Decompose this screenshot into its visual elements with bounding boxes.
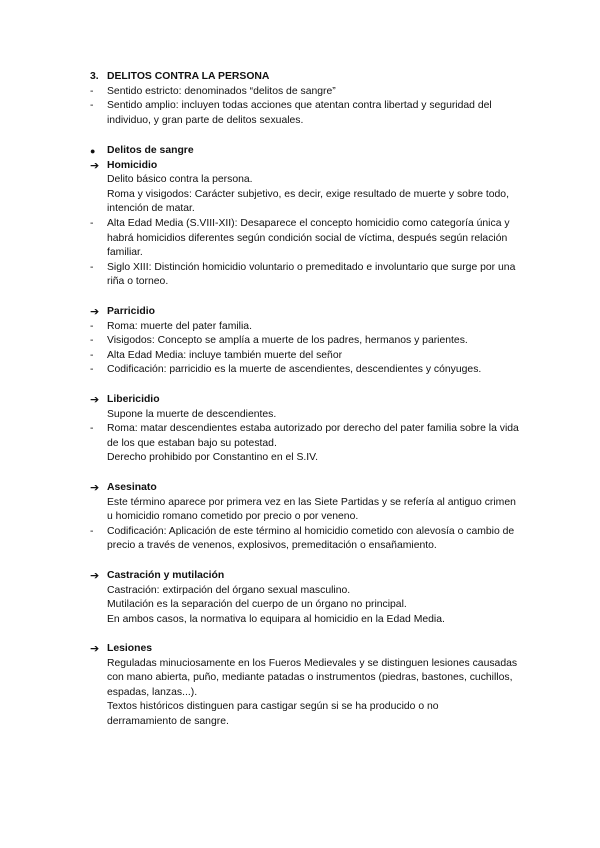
section-number: 3. [90,71,99,82]
section-intro [90,70,530,128]
list-item: - Alta Edad Media (S.VIII-XII): Desaparece el concepto homicidio como categoría única y habrá homicidios diferentes según condición social de víctima, después según relación familiar. [90,217,510,259]
text-line: Mutilación es la separación del cuerpo de un órgano no principal. [107,599,407,611]
topic-heading: ➔ Homicidio [90,159,158,172]
section-title: DELITOS CONTRA LA PERSONA [107,71,270,82]
topic-heading: ➔ Parricidio [90,306,155,318]
castracion-section [90,569,530,627]
text-line: Delito básico contra la persona. [107,174,253,186]
topic-heading: ➔ Libericidio [90,394,160,406]
text-line: Reguladas minuciosamente en los Fueros Medievales y se distinguen lesiones causadas con mano abierta, puño, mediante patadas o instrumentos (piedras, bastones, cuchillos, espadas, lanzas...). [107,657,518,698]
topic-heading: ➔ Asesinato [90,482,157,494]
arrow-icon: ➔ [90,482,100,494]
list-item: - Sentido estricto: denominados “delitos de sangre” [90,85,336,97]
text-line: Derecho prohibido por Constantino en el S.IV. [107,452,319,464]
text-line: En ambos casos, la normativa lo equipara al homicidio en la Edad Media. [107,613,445,625]
list-item: - Roma: muerte del pater familia. [90,320,252,332]
list-item: - Sentido amplio: incluyen todas acciones que atentan contra libertad y seguridad del individuo, y gran parte de delitos sexuales. [90,100,492,126]
arrow-icon: ➔ [90,394,100,406]
text-line: Supone la muerte de descendientes. [107,408,277,420]
list-item: - Codificación: Aplicación de este término al homicidio cometido con alevosía o cambio de precio a través de venenos, explosivos, premeditación o ensañamiento. [90,525,515,552]
lesiones-section [90,642,530,730]
list-item: - Siglo XIII: Distinción homicidio voluntario o premeditado e involuntario que surge por una riña o torneo. [90,261,516,288]
topic-heading: ➔ Castración y mutilación [90,570,225,582]
arrow-icon: ➔ [90,159,100,172]
list-item: - Codificación: parricidio es la muerte de ascendientes, descendientes y cónyuges. [90,364,482,376]
subsection-heading: ● Delitos de sangre [90,144,530,159]
list-item: - Visigodos: Concepto se amplía a muerte de los padres, hermanos y parientes. [90,335,468,347]
text-line: Textos históricos distinguen para castigar según si se ha producido o no derramamiento de sangre. [107,701,439,727]
arrow-icon: ➔ [90,306,100,318]
parricidio-section [90,305,530,378]
topic-heading: ➔ Lesiones [90,643,153,655]
asesinato-section [90,481,530,554]
homicidio-section [90,144,530,290]
bullet-icon: ● [90,146,96,156]
libericidio-section [90,393,530,466]
text-line: Este término aparece por primera vez en las Siete Partidas y se refería al antiguo crimen u homicidio romano cometido por precio o por veneno. [107,496,516,523]
text-line: Roma y visigodos: Carácter subjetivo, es decir, exige resultado de muerte y sobre todo, intención de matar. [107,188,509,215]
arrow-icon: ➔ [90,570,100,582]
arrow-icon: ➔ [90,643,100,655]
list-item: - Roma: matar descendientes estaba autorizado por derecho del pater familia sobre la vida de los que estaban bajo su potestad. [90,423,519,449]
section-heading [90,70,530,85]
list-item: - Alta Edad Media: incluye también muerte del señor [90,349,343,361]
text-line: Castración: extirpación del órgano sexual masculino. [107,584,351,596]
